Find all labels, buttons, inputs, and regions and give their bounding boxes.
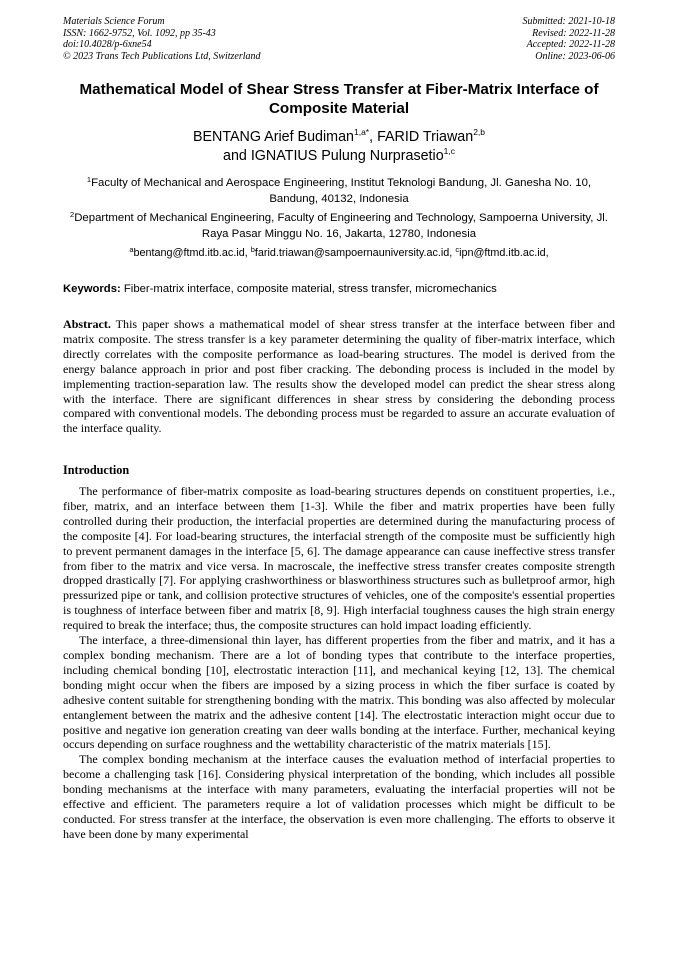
author-name: BENTANG Arief Budiman	[192, 129, 354, 145]
affiliation-text: Department of Mechanical Engineering, Faculty of Engineering and Technology, Sampoerna University, Jl. Raya Pasar Minggu No. 16, Jakarta, 12780, Indonesia	[74, 212, 608, 240]
author-separator: ,	[369, 129, 378, 145]
email-address: ipn@ftmd.itb.ac.id,	[459, 247, 549, 259]
paragraph: The performance of fiber-matrix composite as load-bearing structures depends on constituent properties, i.e., fiber, matrix, and an interface between them [1-3]. While the fiber and matrix properties have been fully controlled during their production, the interfacial properties are determined during the manufacturing process of the composite [4]. For load-bearing structures, the interfacial strength of the composite must be sufficiently high to prevent permanent damages in the interface [5, 6]. The damage appearance can cause ineffective stress transfer from fiber to the matrix and vice versa. In macroscale, the ineffective stress transfer creates composite strength dropped drastically [7]. For applying crashworthiness or blasworthiness structures such as bulletproof armor, high pressurized pipe or tank, and collision protective structures of vehicles, one of the composite's essential properties is toughness of interface between fiber and matrix [8, 9]. High interfacial toughness causes the high strain energy required to break the interface; thus, the composite structures can hold impact loading efficiently.	[63, 484, 615, 633]
affiliation-2	[63, 211, 615, 242]
author-list	[63, 128, 615, 166]
section-heading-introduction: Introduction	[63, 463, 130, 477]
paragraph: The complex bonding mechanism at the interface causes the evaluation method of interfacial properties to become a challenging task [16]. Considering physical interpretation of the bonding, which includes all possible bonding mechanisms at the interface with many parameters, evaluating the interfacial properties will not be effective and efficient. The parameters require a lot of validation processes which might be difficult to be conducted. For stress transfer at the interface, the observation is even more challenging. The efforts to observe it have been done by many experimental	[63, 752, 615, 841]
affiliation-mark: 1	[86, 175, 92, 184]
online-date: Online: 2023-06-06	[535, 50, 615, 62]
paper-title: Mathematical Model of Shear Stress Transfer at Fiber-Matrix Interface of Composite Material	[79, 81, 599, 117]
journal-name: Materials Science Forum	[63, 16, 165, 27]
email-mark: b	[250, 245, 255, 254]
issn-line: ISSN: 1662-9752, Vol. 1092, pp 35-43	[63, 27, 216, 39]
submitted-date: Submitted: 2021-10-18	[522, 16, 615, 27]
publication-dates	[523, 16, 616, 62]
accepted-date: Accepted: 2022-11-28	[526, 39, 615, 51]
author-affiliation-mark: 1,a*	[353, 127, 370, 137]
affiliation-text: Faculty of Mechanical and Aerospace Engineering, Institut Teknologi Bandung, Jl. Ganesha No. 10, Bandung, 40132, Indonesia	[91, 177, 592, 205]
doi-line: doi:10.4028/p-6xne54	[63, 39, 152, 51]
abstract-text: This paper shows a mathematical model of shear stress transfer at the interface between fiber and matrix composite. The stress transfer is a key parameter determining the quality of fiber-matrix interface, which directly correlates with the composite performance as load-bearing structures. The model is derived from the energy balance approach in prior and post fiber cracking. The debonding process is included in the model by implementing traction-separation law. The results show the developed model can predict the shear stress along with the interface. There are significant differences in shear stress by considering the debonding process compared with conventional models. The debonding process must be regarded to assure an accurate evaluation of the interface quality.	[63, 317, 615, 436]
email-mark: a	[129, 245, 134, 254]
author-emails	[63, 246, 615, 262]
revised-date: Revised: 2022-11-28	[532, 27, 615, 39]
email-address: farid.triawan@sampoernauniversity.ac.id,	[254, 247, 456, 259]
author-name: FARID Triawan	[377, 129, 474, 145]
introduction-body	[63, 484, 615, 842]
affiliation-mark: 2	[70, 210, 75, 219]
journal-info	[63, 16, 261, 62]
author-affiliation-mark: 1,c	[443, 146, 455, 156]
copyright-line: © 2023 Trans Tech Publications Ltd, Switzerland	[63, 50, 261, 62]
keywords-line	[63, 282, 623, 297]
abstract-paragraph	[63, 317, 615, 436]
email-mark: c	[455, 245, 460, 254]
author-name: IGNATIUS Pulung Nurprasetio	[250, 148, 444, 164]
author-conjunction: and	[223, 148, 251, 164]
author-affiliation-mark: 2,b	[473, 127, 486, 137]
keywords-text: Fiber-matrix interface, composite material, stress transfer, micromechanics	[120, 283, 497, 295]
abstract-label: Abstract.	[63, 317, 111, 331]
paragraph: The interface, a three-dimensional thin layer, has different properties from the fiber and matrix, and it has a complex bonding mechanism. There are a lot of bonding types that contribute to the interface properties, including chemical bonding [10], electrostatic interaction [11], and mechanical keying [12, 13]. The chemical bonding might occur when the fibers are imposed by a sizing process in which the fiber surface is coated by adhesive content suitable for strengthening bonding with the matrix. This bonding was also affected by molecular entanglement between the matrix and the adhesive content [14]. The electrostatic interaction might occur due to positive and negative ion generation creating van deer walls bonding at the interface. Further, mechanical keying occurs depending on surface roughness and the wettability characteristic of the matrix materials [15].	[63, 633, 615, 752]
email-address: bentang@ftmd.itb.ac.id,	[133, 247, 251, 259]
keywords-label: Keywords:	[63, 283, 121, 295]
affiliation-1	[63, 176, 615, 207]
